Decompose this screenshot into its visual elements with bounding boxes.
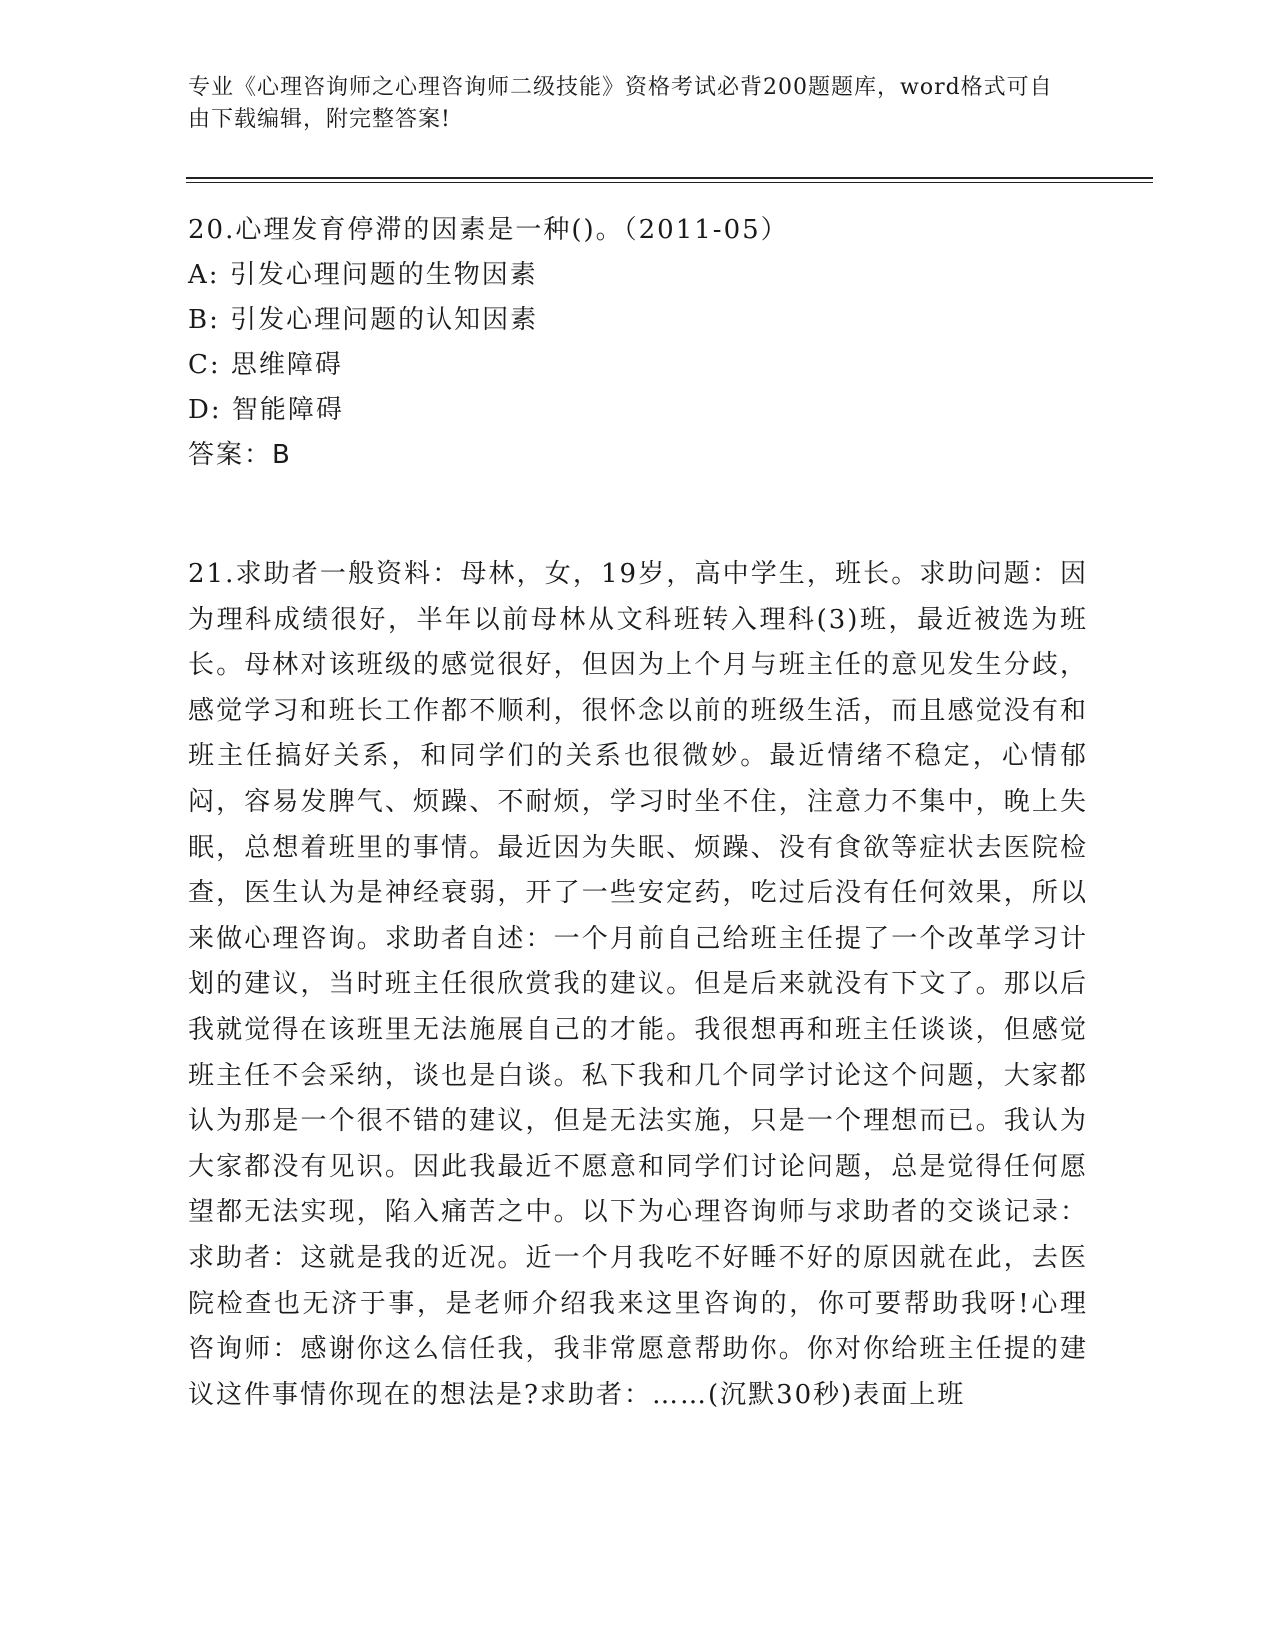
option-b: B: 引发心理问题的认知因素 xyxy=(188,305,539,335)
question-stem: 20.心理发育停滞的因素是一种()。（2011-05） xyxy=(188,215,789,245)
answer: 答案：B xyxy=(188,440,292,470)
header-intro: 专业《心理咨询师之心理咨询师二级技能》资格考试必背200题题库，word格式可自由下载编辑，附完整答案! xyxy=(188,75,1053,132)
question-21 xyxy=(188,552,1088,1418)
question-21-text: 21.求助者一般资料：母林，女，19岁，高中学生，班长。求助问题：因为理科成绩很好，半年以前母林从文科班转入理科(3)班，最近被选为班长。母林对该班级的感觉很好，但因为上个月与班主任的意见发生分歧，感觉学习和班长工作都不顺利，很怀念以前的班级生活，而且感觉没有和班主任搞好关系，和同学们的关系也很微妙。最近情绪不稳定，心情郁闷，容易发脾气、烦躁、不耐烦，学习时坐不住，注意力不集中，晚上失眠，总想着班里的事情。最近因为失眠、烦躁、没有食欲等症状去医院检查，医生认为是神经衰弱，开了一些安定药，吃过后没有任何效果，所以来做心理咨询。求助者自述：一个月前自己给班主任提了一个改革学习计划的建议，当时班主任很欣赏我的建议。但是后来就没有下文了。那以后我就觉得在该班里无法施展自己的才能。我很想再和班主任谈谈，但感觉班主任不会采纳，谈也是白谈。私下我和几个同学讨论这个问题，大家都认为那是一个很不错的建议，但是无法实施，只是一个理想而已。我认为大家都没有见识。因此我最近不愿意和同学们讨论问题，总是觉得任何愿望都无法实现，陷入痛苦之中。以下为心理咨询师与求助者的交谈记录：求助者：这就是我的近况。近一个月我吃不好睡不好的原因就在此，去医院检查也无济于事，是老师介绍我来这里咨询的，你可要帮助我呀!心理咨询师：感谢你这么信任我，我非常愿意帮助你。你对你给班主任提的建议这件事情你现在的想法是?求助者：……(沉默30秒)表面上班 xyxy=(188,559,1088,1410)
option-d: D: 智能障碍 xyxy=(188,395,344,425)
header-divider-thin xyxy=(186,182,1153,183)
header-divider-thick xyxy=(186,177,1153,179)
question-20 xyxy=(188,208,1128,478)
option-c: C: 思维障碍 xyxy=(188,350,343,380)
option-a: A: 引发心理问题的生物因素 xyxy=(188,260,538,290)
document-header xyxy=(188,72,1068,136)
